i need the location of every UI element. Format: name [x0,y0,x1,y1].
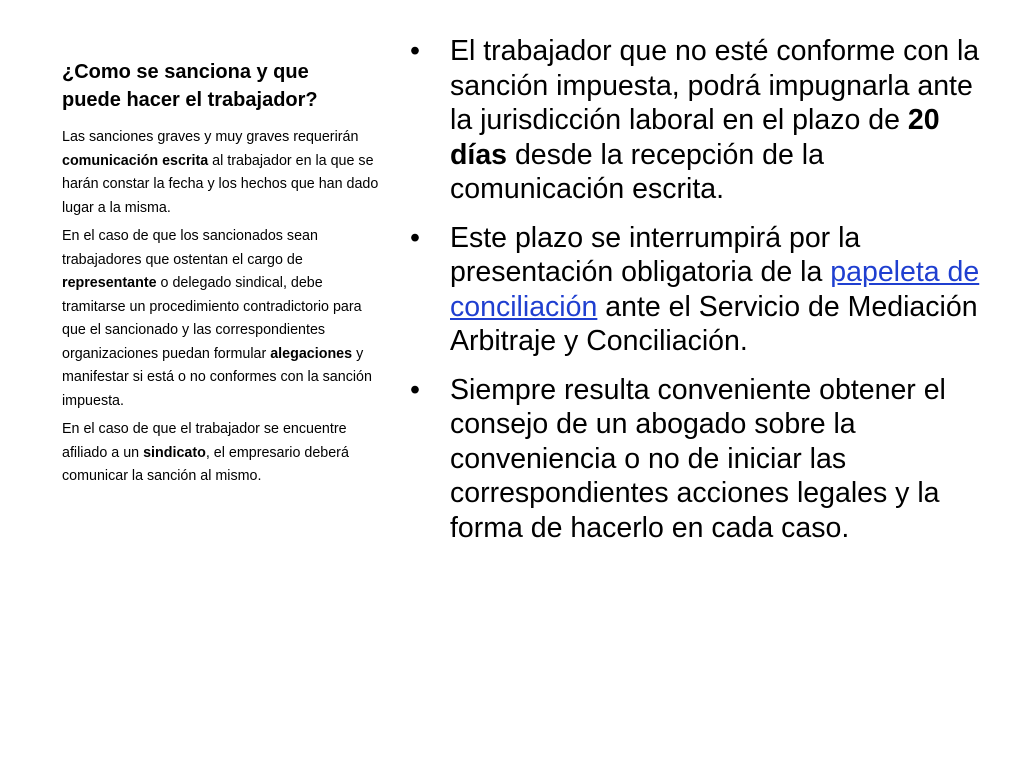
bullet-dot-icon: • [410,35,420,67]
paragraph-text: o delegado sindical, debe tramitarse un procedimiento contradictorio para que el sancionado y las correspondientes organizaciones puedan formular [62,275,362,362]
bullet-text: Este plazo se interrumpirá por la presentación obligatoria de la [450,221,861,288]
paragraph-text: al trabajador en la que se harán constar la fecha y los hechos que han dado lugar a la misma. [62,152,379,216]
bullet-item-appeal [410,34,990,207]
left-column [62,58,382,494]
bold-term-written-communication: comunicación escrita [62,152,209,169]
paragraph-text: , el empresario deberá comunicar la sanción al mismo. [62,444,349,484]
bullet-text: desde la recepción de la comunicación escrita. [450,138,824,205]
slide-heading: ¿Como se sanciona y que puede hacer el trabajador? [62,61,318,111]
conciliation-form-link[interactable]: papeleta de conciliación [450,256,980,323]
bullet-text: El trabajador que no esté conforme con la sanción impuesta, podrá impugnarla ante la jurisdicción laboral en el plazo de [450,35,980,136]
bullet-dot-icon: • [410,221,420,254]
bullet-text: ante el Servicio de Mediación Arbitraje y Conciliación. [450,290,978,357]
paragraph-text: y manifestar si está o no conformes con la sanción impuesta. [62,345,372,409]
paragraph-union [62,418,382,489]
bold-term-allegations: alegaciones [270,345,353,362]
bold-term-20-days: 20 días [450,104,940,171]
bullet-dot-icon: • [410,373,420,406]
bullet-item-conciliation [410,221,990,359]
paragraph-text: En el caso de que el trabajador se encuentre afiliado a un [62,421,347,461]
bullet-item-lawyer-advice [410,373,990,546]
right-column [410,34,990,559]
paragraph-representatives [62,225,382,413]
paragraph-written-notice [62,126,382,220]
paragraph-text: Las sanciones graves y muy graves requerirán [62,129,359,145]
paragraph-text: En el caso de que los sancionados sean trabajadores que ostentan el cargo de [62,228,318,268]
bold-term-representative: representante [62,275,157,291]
bullet-text: Siempre resulta conveniente obtener el consejo de un abogado sobre la conveniencia o no de iniciar las correspondientes acciones legales y la forma de hacerlo en cada caso. [450,373,946,544]
bold-term-union: sindicato [143,444,206,461]
